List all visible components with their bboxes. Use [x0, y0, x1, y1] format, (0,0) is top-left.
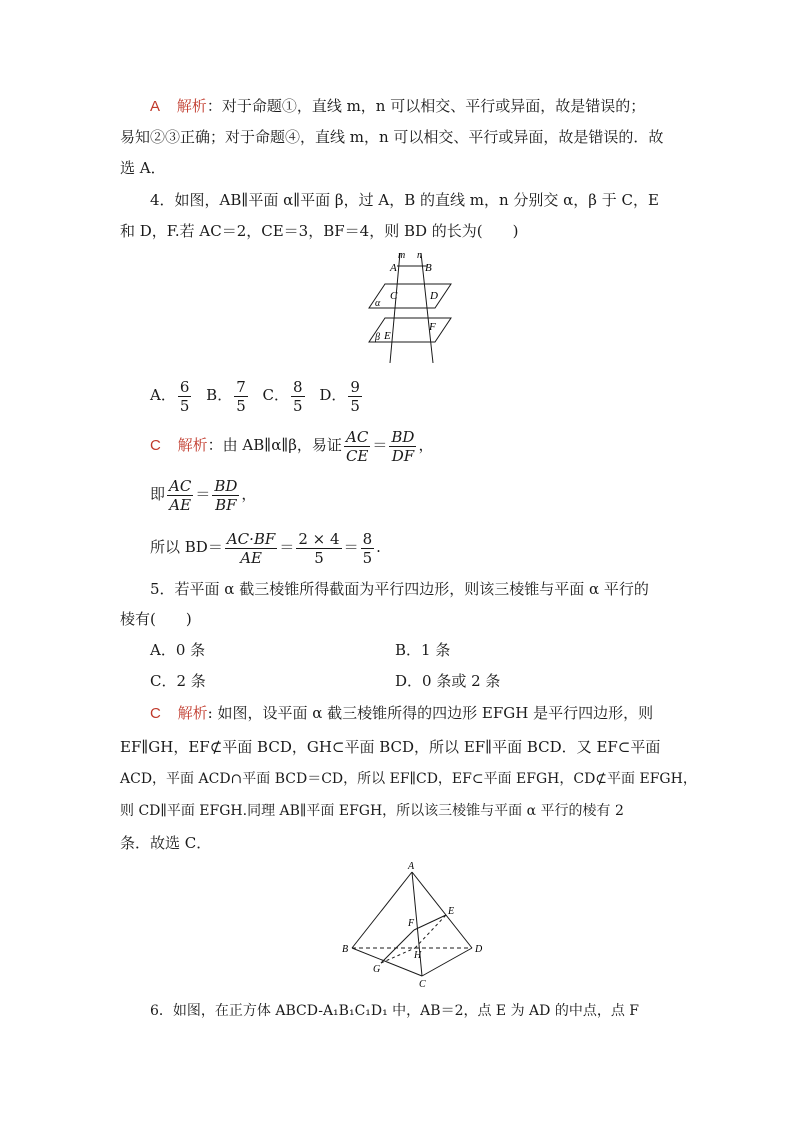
- label-D: D: [475, 944, 483, 955]
- solution-text: ：对于命题①，直线 m，n 可以相交、平行或异面，故是错误的；: [206, 97, 646, 115]
- q5-option-c[interactable]: C．2 条: [150, 672, 206, 690]
- label-F: F: [429, 321, 436, 333]
- label-m: m: [398, 250, 406, 261]
- plane-alpha: [369, 284, 451, 308]
- q5-solution-line5: 条．故选 C．: [120, 834, 212, 852]
- label-alpha: α: [375, 298, 381, 309]
- q4-option-a[interactable]: A． $\frac{6}{5}$: [150, 377, 190, 415]
- answer-letter: A: [150, 98, 161, 115]
- q5-tetrahedron-figure: [335, 860, 490, 990]
- q4-solution-line1: C 解析：由 AB∥α∥β，易证 $\frac{AC}{CE}$ ＝ $\frac{BD}{DF}$ ，: [150, 427, 434, 465]
- q4-solution-line2: 即 $\frac{AC}{AE}$ ＝ $\frac{BD}{BF}$ ，: [150, 476, 257, 514]
- edge-he: [415, 915, 446, 948]
- q3-solution-line1: [150, 95, 645, 118]
- q5-stem-line2: 棱有( ): [120, 610, 192, 628]
- q5-option-b[interactable]: B．1 条: [395, 641, 451, 659]
- edge-ef: [414, 915, 446, 930]
- edge-bc: [352, 948, 422, 976]
- answer-letter: C: [150, 437, 161, 454]
- solution-label: 解析: [176, 98, 207, 115]
- label-C: C: [390, 290, 398, 302]
- q4-stem-line1: 4．如图，AB∥平面 α∥平面 β，过 A，B 的直线 m，n 分别交 α，β 于 C，E: [150, 191, 659, 209]
- q4-stem-line2: 和 D，F.若 AC＝2，CE＝3，BF＝4，则 BD 的长为( ): [120, 222, 519, 240]
- q4-solution-line3: 所以 BD＝ $\frac{AC\cdot BF}{AE}$ ＝ $\frac{2 \times 4}{5}$ ＝ $\frac{8}{5}$ .: [150, 529, 381, 567]
- label-H: H: [414, 950, 422, 961]
- q3-solution-line3: 选 A．: [120, 159, 166, 177]
- label-n: n: [417, 250, 422, 261]
- label-B: B: [342, 944, 349, 955]
- q5-solution-line2: EF∥GH，EF⊄平面 BCD，GH⊂平面 BCD，所以 EF∥平面 BCD．又 EF⊂平面: [120, 738, 661, 756]
- q5-solution-line1: C 解析: 如图，设平面 α 截三棱锥所得的四边形 EFGH 是平行四边形，则: [150, 704, 654, 722]
- label-E: E: [448, 906, 455, 917]
- solution-label: 解析: [177, 705, 208, 722]
- plane-beta: [369, 318, 451, 342]
- q5-stem-line1: 5．若平面 α 截三棱锥所得截面为平行四边形，则该三棱锥与平面 α 平行的: [150, 580, 649, 598]
- edge-ab: [352, 872, 412, 948]
- q5-option-d[interactable]: D．0 条或 2 条: [395, 672, 501, 690]
- q3-solution-line2: 易知②③正确；对于命题④，直线 m，n 可以相交、平行或异面，故是错误的．故: [120, 128, 664, 146]
- answer-letter: C: [150, 705, 161, 722]
- label-beta: β: [375, 332, 380, 343]
- q5-solution-line4: 则 CD∥平面 EFGH.同理 AB∥平面 EFGH，所以该三棱锥与平面 α 平行的棱有 2: [120, 803, 624, 819]
- q4-option-b[interactable]: B． $\frac{7}{5}$: [206, 377, 246, 415]
- edge-fg: [381, 930, 414, 963]
- edge-cd: [422, 948, 472, 976]
- q5-option-a[interactable]: A．0 条: [150, 641, 206, 659]
- q4-option-d[interactable]: D． $\frac{9}{5}$: [319, 377, 360, 415]
- q4-planes-figure: [365, 248, 460, 366]
- label-G: G: [373, 964, 381, 975]
- q4-options: [150, 376, 364, 415]
- label-A: A: [390, 262, 397, 274]
- label-F: F: [408, 918, 415, 929]
- q5-solution-line3: ACD，平面 ACD∩平面 BCD＝CD，所以 EF∥CD，EF⊂平面 EFGH，CD⊄平面 EFGH，: [120, 771, 697, 787]
- label-A: A: [408, 861, 415, 872]
- label-B: B: [425, 262, 432, 274]
- label-D: D: [430, 290, 438, 302]
- q6-stem-line1: 6．如图，在正方体 ABCD-A₁B₁C₁D₁ 中，AB＝2，点 E 为 AD 的中点，点 F: [150, 1003, 640, 1019]
- edge-ad: [412, 872, 472, 948]
- label-C: C: [419, 979, 426, 990]
- label-E: E: [384, 330, 391, 342]
- edge-gh: [381, 948, 415, 963]
- solution-label: 解析: [177, 437, 208, 454]
- q4-option-c[interactable]: C． $\frac{8}{5}$: [262, 377, 303, 415]
